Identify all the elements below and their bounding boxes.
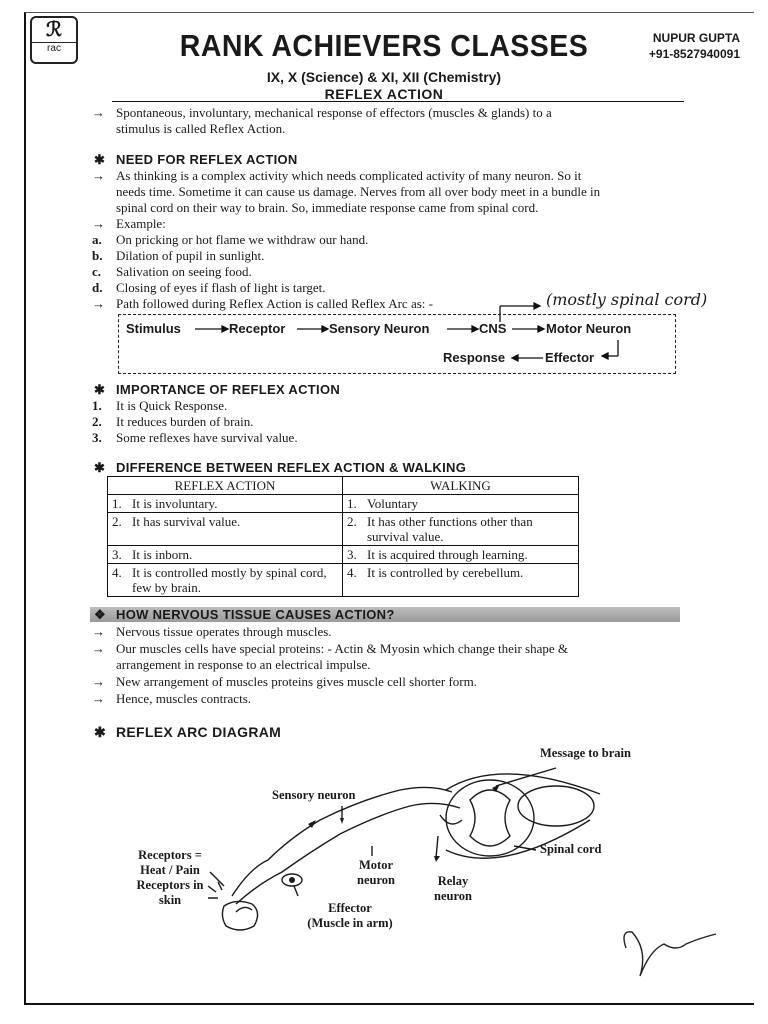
- page-title: RANK ACHIEVERS CLASSES: [179, 28, 589, 63]
- nervous-line-3: New arrangement of muscles proteins gives muscle cell shorter form.: [116, 674, 477, 689]
- rac-logo: ℛ rac: [30, 16, 78, 64]
- arc-motor-neuron: Motor Neuron: [546, 321, 632, 336]
- label-relay-neuron: Relay neuron: [434, 874, 472, 903]
- list-marker: c.: [92, 264, 102, 279]
- grey-matter-shape: [470, 790, 510, 846]
- label-message-to-brain: Message to brain: [540, 746, 631, 760]
- effector-leader: [294, 886, 298, 896]
- arc-effector: Effector: [545, 350, 595, 365]
- list-marker: 3.: [92, 430, 102, 445]
- arc-response: Response: [443, 350, 506, 365]
- arc-cns: CNS: [479, 321, 507, 336]
- difference-heading: ✱ DIFFERENCE BETWEEN REFLEX ACTION & WALKING: [94, 460, 467, 475]
- table-cell: 1. It is involuntary.: [108, 495, 343, 513]
- table-cell: 2. It has survival value.: [108, 513, 343, 546]
- star-icon: ✱: [94, 460, 106, 475]
- diagram-heading: ✱ REFLEX ARC DIAGRAM: [94, 724, 282, 740]
- logo-mark-icon: ℛ: [46, 19, 62, 41]
- star-icon: ✱: [94, 152, 106, 167]
- table-cell: 4. It is controlled by cerebellum.: [343, 564, 579, 597]
- column-header-walking: WALKING: [343, 477, 579, 495]
- nervous-heading: ❖ HOW NERVOUS TISSUE CAUSES ACTION?: [94, 607, 395, 622]
- table-cell: 3. It is acquired through learning.: [343, 546, 579, 564]
- nervous-line-4: Hence, muscles contracts.: [116, 691, 252, 706]
- arrow-icon: →: [92, 296, 105, 311]
- arrow-icon: →: [92, 674, 105, 689]
- need-para-line-3: spinal cord on their way to brain. So, immediate response came from spinal cord.: [116, 200, 539, 215]
- example-item: Closing of eyes if flash of light is target.: [116, 280, 326, 295]
- need-heading: ✱ NEED FOR REFLEX ACTION: [94, 152, 298, 167]
- arrow-icon: →: [92, 641, 105, 656]
- intro-line-2: stimulus is called Reflex Action.: [116, 121, 286, 136]
- need-para-line-1: As thinking is a complex activity which needs complicated activity of many neuron. So it: [116, 168, 582, 183]
- table-cell: 2. It has other functions other than survival value.: [343, 513, 579, 546]
- arc-stimulus: Stimulus: [126, 321, 181, 336]
- example-item: Salivation on seeing food.: [116, 264, 252, 279]
- signature-shape: [624, 932, 716, 976]
- example-item: On pricking or hot flame we withdraw our hand.: [116, 232, 369, 247]
- list-marker: b.: [92, 248, 103, 263]
- example-label: Example:: [116, 216, 166, 231]
- nervous-line-2a: Our muscles cells have special proteins: - Actin & Myosin which change their shape &: [116, 641, 568, 656]
- reflex-arc-path-text: Path followed during Reflex Action is called Reflex Arc as: -: [116, 296, 433, 311]
- spinal-cord-tail-shape: [518, 786, 594, 826]
- nervous-line-1: Nervous tissue operates through muscles.: [116, 624, 332, 639]
- example-item: Dilation of pupil in sunlight.: [116, 248, 265, 263]
- author-name: NUPUR GUPTA: [652, 31, 740, 45]
- list-marker: 2.: [92, 414, 102, 429]
- relay-leader: [436, 836, 438, 858]
- handwritten-note: (mostly spinal cord): [546, 290, 708, 309]
- list-marker: d.: [92, 280, 103, 295]
- diamond-icon: ❖: [94, 607, 106, 622]
- arrow-icon: →: [92, 216, 105, 231]
- arrow-icon: →: [92, 624, 105, 639]
- star-icon: ✱: [94, 382, 106, 397]
- motor-pathway: [236, 803, 460, 904]
- table-cell: 4. It is controlled mostly by spinal cord, few by brain.: [108, 564, 343, 597]
- need-para-line-2: needs time. Sometime it can cause us damage. Nerves from all over body meet in a bundle in: [116, 184, 601, 199]
- label-sensory-neuron: Sensory neuron: [272, 788, 356, 802]
- table-cell: 3. It is inborn.: [108, 546, 343, 564]
- intro-line-1: Spontaneous, involuntary, mechanical response of effectors (muscles & glands) to a: [116, 105, 552, 120]
- column-header-reflex: REFLEX ACTION: [108, 477, 343, 495]
- importance-item: Some reflexes have survival value.: [116, 430, 298, 445]
- importance-heading: ✱ IMPORTANCE OF REFLEX ACTION: [94, 382, 341, 397]
- message-leader: [496, 768, 556, 786]
- arc-sensory-neuron: Sensory Neuron: [329, 321, 430, 336]
- star-icon: ✱: [94, 724, 107, 740]
- arrow-icon: →: [92, 105, 105, 120]
- importance-item: It is Quick Response.: [116, 398, 228, 413]
- spinal-cord-shape: [446, 780, 534, 856]
- list-marker: a.: [92, 232, 102, 247]
- page-subtitle: IX, X (Science) & XI, XII (Chemistry): [266, 69, 502, 85]
- nervous-line-2b: arrangement in response to an electrical impulse.: [116, 657, 371, 672]
- label-spinal-cord: Spinal cord: [540, 842, 602, 856]
- arc-receptor: Receptor: [229, 321, 286, 336]
- table-cell: 1. Voluntary: [343, 495, 579, 513]
- list-marker: 1.: [92, 398, 102, 413]
- label-motor-neuron: Motor neuron: [357, 858, 395, 887]
- topic-title: REFLEX ACTION: [324, 86, 444, 102]
- importance-item: It reduces burden of brain.: [116, 414, 254, 429]
- label-receptors: Receptors = Heat / Pain Receptors in skin: [136, 848, 204, 907]
- arrow-icon: →: [92, 168, 105, 183]
- hand-shape: [222, 901, 257, 930]
- label-effector: Effector (Muscle in arm): [307, 901, 393, 930]
- author-phone: +91-8527940091: [648, 47, 740, 61]
- arrow-icon: →: [92, 691, 105, 706]
